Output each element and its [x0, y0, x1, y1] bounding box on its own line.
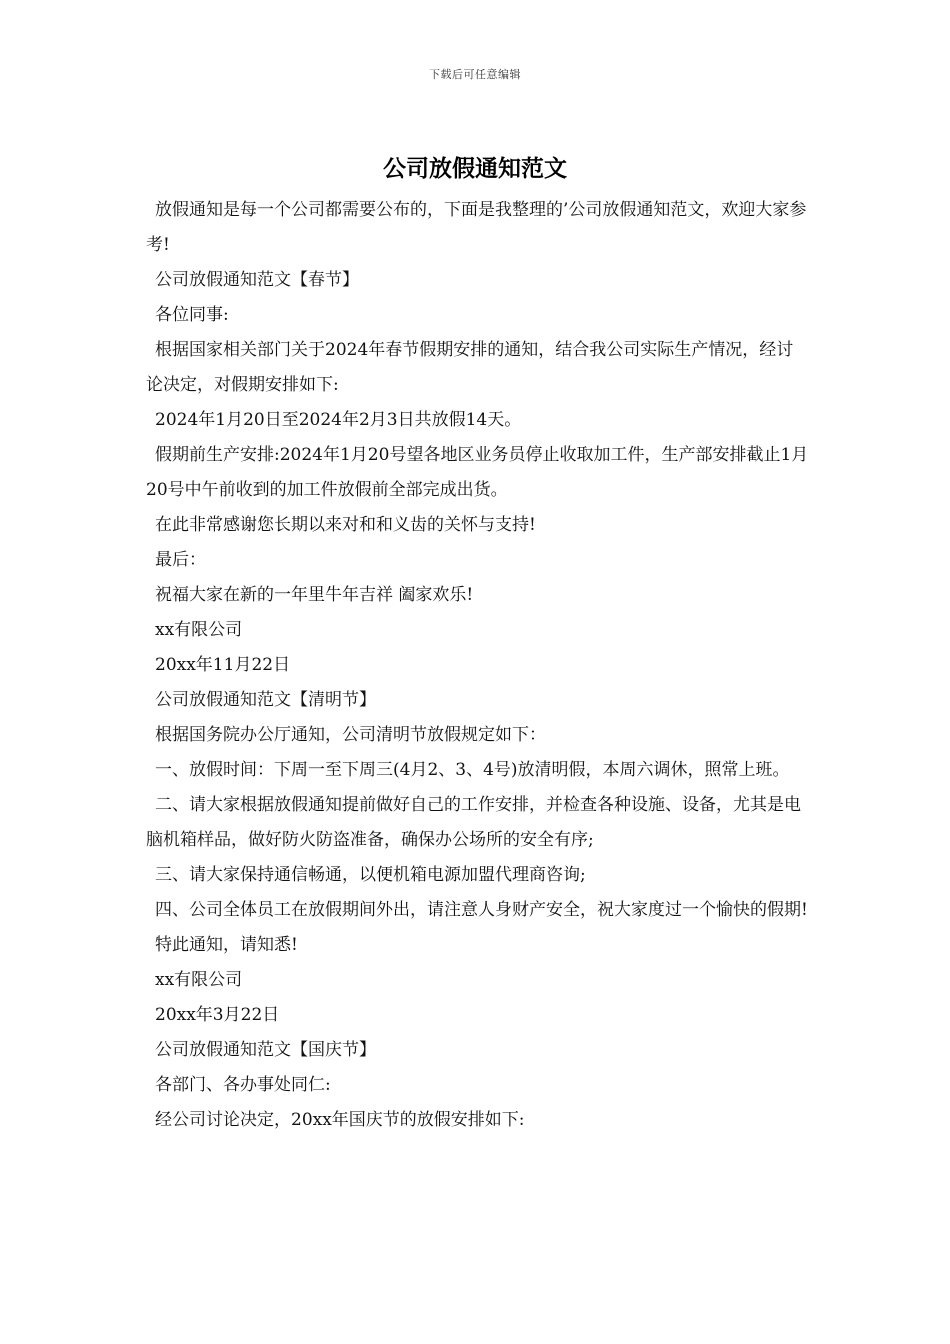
- paragraph: 祝福大家在新的一年里牛年吉祥 阖家欢乐!: [155, 585, 474, 605]
- paragraph-intro: 放假通知是每一个公司都需要公布的，下面是我整理的’公司放假通知范文，欢迎大家参考!: [146, 200, 807, 255]
- paragraph: 经公司讨论决定，20xx年国庆节的放假安排如下:: [155, 1110, 525, 1130]
- signature-company: xx有限公司: [155, 970, 243, 990]
- paragraph: 四、公司全体员工在放假期间外出，请注意人身财产安全，祝大家度过一个愉快的假期!: [155, 900, 808, 920]
- paragraph: 根据国务院办公厅通知，公司清明节放假规定如下：: [155, 725, 546, 745]
- section-heading-national-day: 公司放假通知范文【国庆节】: [155, 1040, 376, 1060]
- header-note: 下载后可任意编辑: [429, 68, 521, 81]
- signature-date: 20xx年11月22日: [155, 655, 291, 675]
- paragraph-salutation: 各部门、各办事处同仁:: [155, 1075, 331, 1095]
- paragraph: 三、请大家保持通信畅通，以便机箱电源加盟代理商咨询;: [155, 865, 586, 885]
- paragraph: 最后：: [155, 550, 206, 570]
- paragraph: 二、请大家根据放假通知提前做好自己的工作安排，并检查各种设施、设备，尤其是电脑机箱样品，做好防火防盗准备，确保办公场所的安全有序;: [146, 795, 801, 850]
- paragraph: 一、放假时间：下周一至下周三(4月2、3、4号)放清明假，本周六调休，照常上班。: [155, 760, 790, 780]
- document-title: 公司放假通知范文: [383, 155, 567, 182]
- signature-company: xx有限公司: [155, 620, 243, 640]
- section-heading-qingming: 公司放假通知范文【清明节】: [155, 690, 376, 710]
- paragraph-salutation: 各位同事:: [155, 305, 229, 325]
- paragraph: 2024年1月20日至2024年2月3日共放假14天。: [155, 410, 522, 430]
- paragraph: 在此非常感谢您长期以来对和和义齿的关怀与支持!: [155, 515, 536, 535]
- paragraph: 根据国家相关部门关于2024年春节假期安排的通知，结合我公司实际生产情况，经讨论决定，对假期安排如下:: [146, 340, 794, 395]
- section-heading-spring-festival: 公司放假通知范文【春节】: [155, 270, 359, 290]
- signature-date: 20xx年3月22日: [155, 1005, 280, 1025]
- paragraph: 假期前生产安排:2024年1月20号望各地区业务员停止收取加工件，生产部安排截止1月20号中午前收到的加工件放假前全部完成出货。: [146, 445, 809, 500]
- document-body: [146, 193, 810, 1138]
- paragraph: 特此通知，请知悉!: [155, 935, 298, 955]
